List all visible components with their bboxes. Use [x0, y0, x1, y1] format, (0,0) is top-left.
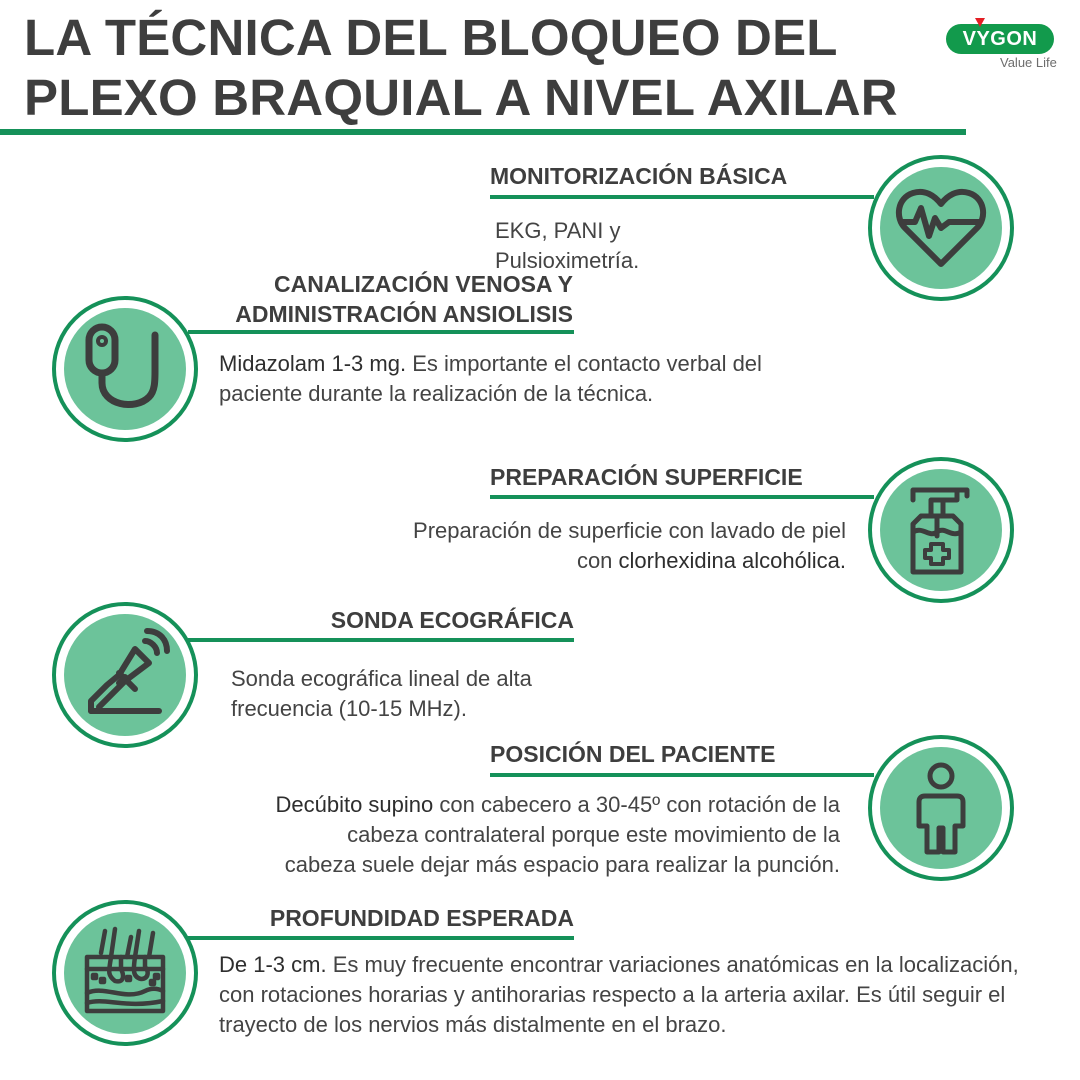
logo-brand: VYGON [962, 27, 1038, 50]
section-heading: PROFUNDIDAD ESPERADA [269, 905, 574, 931]
skin-layers-icon [75, 923, 175, 1023]
section-body [231, 664, 651, 724]
section-heading: MONITORIZACIÓN BÁSICA [490, 163, 788, 189]
heart-rate-icon [891, 178, 991, 278]
section-heading: PREPARACIÓN SUPERFICIE [490, 464, 803, 490]
body-line-2 [280, 546, 846, 576]
section-body [100, 790, 840, 880]
section-rule [188, 638, 574, 642]
section-rule [490, 773, 874, 777]
body-line-2-prefix: con [576, 548, 619, 573]
section-rule [490, 195, 874, 199]
body-rest: Es importante el contacto verbal del paciente durante la realización de la técnica. [219, 351, 762, 406]
body-line-1 [100, 790, 840, 820]
section-rule [490, 495, 874, 499]
body-line-3: cabeza suele dejar más espacio para realizar la punción. [284, 852, 840, 877]
logo-tagline: Value Life [1000, 55, 1057, 70]
section-heading: SONDA ECOGRÁFICA [330, 607, 574, 633]
body-line-2: frecuencia (10-15 MHz). [231, 696, 467, 721]
icon-circle [868, 735, 1014, 881]
section-rule [188, 330, 574, 334]
icon-circle [868, 155, 1014, 301]
section-body [219, 349, 819, 409]
icon-circle [52, 602, 198, 748]
iv-catheter-icon [75, 319, 175, 419]
logo-pill [946, 24, 1054, 54]
person-icon [891, 758, 991, 858]
section-heading: POSICIÓN DEL PACIENTE [490, 741, 776, 767]
section-body: EKG, PANI y Pulsioximetría. [495, 218, 640, 273]
section-body [280, 516, 846, 576]
title-divider [0, 129, 966, 135]
title-line-1: LA TÉCNICA DEL BLOQUEO DEL [24, 9, 838, 66]
body-line-1-rest: con cabecero a 30-45º con rotación de la [433, 792, 840, 817]
body-bold: Decúbito supino [275, 792, 434, 817]
sanitizer-bottle-icon [891, 480, 991, 580]
body-bold: Midazolam 1-3 mg. [219, 351, 407, 376]
ultrasound-probe-icon [75, 625, 175, 725]
body-line-1: Preparación de superficie con lavado de piel [413, 518, 846, 543]
body-line-1: Sonda ecográfica lineal de alta [231, 666, 532, 691]
title-line-2: PLEXO BRAQUIAL A NIVEL AXILAR [24, 69, 898, 126]
section-rule [188, 936, 574, 940]
icon-circle [52, 900, 198, 1046]
heading-line-2: ADMINISTRACIÓN ANSIOLISIS [235, 301, 573, 327]
section-body [219, 950, 1059, 1040]
body-rest: Es muy frecuente encontrar variaciones anatómicas en la localización, con rotaciones horarias y antihorarias respecto a la arteria axilar. Es útil seguir el trayecto de los nervios más distalmente en el brazo. [219, 952, 1019, 1037]
icon-circle [868, 457, 1014, 603]
section-heading [180, 270, 573, 329]
heading-line-1: CANALIZACIÓN VENOSA Y [273, 271, 573, 297]
body-bold: De 1-3 cm. [219, 952, 327, 977]
body-line-2: cabeza contralateral porque este movimiento de la [347, 822, 840, 847]
icon-circle [52, 296, 198, 442]
logo-red-triangle-icon [975, 18, 985, 27]
page-title [24, 8, 944, 128]
vygon-logo [944, 18, 1072, 76]
body-bold: clorhexidina alcohólica. [618, 548, 846, 573]
